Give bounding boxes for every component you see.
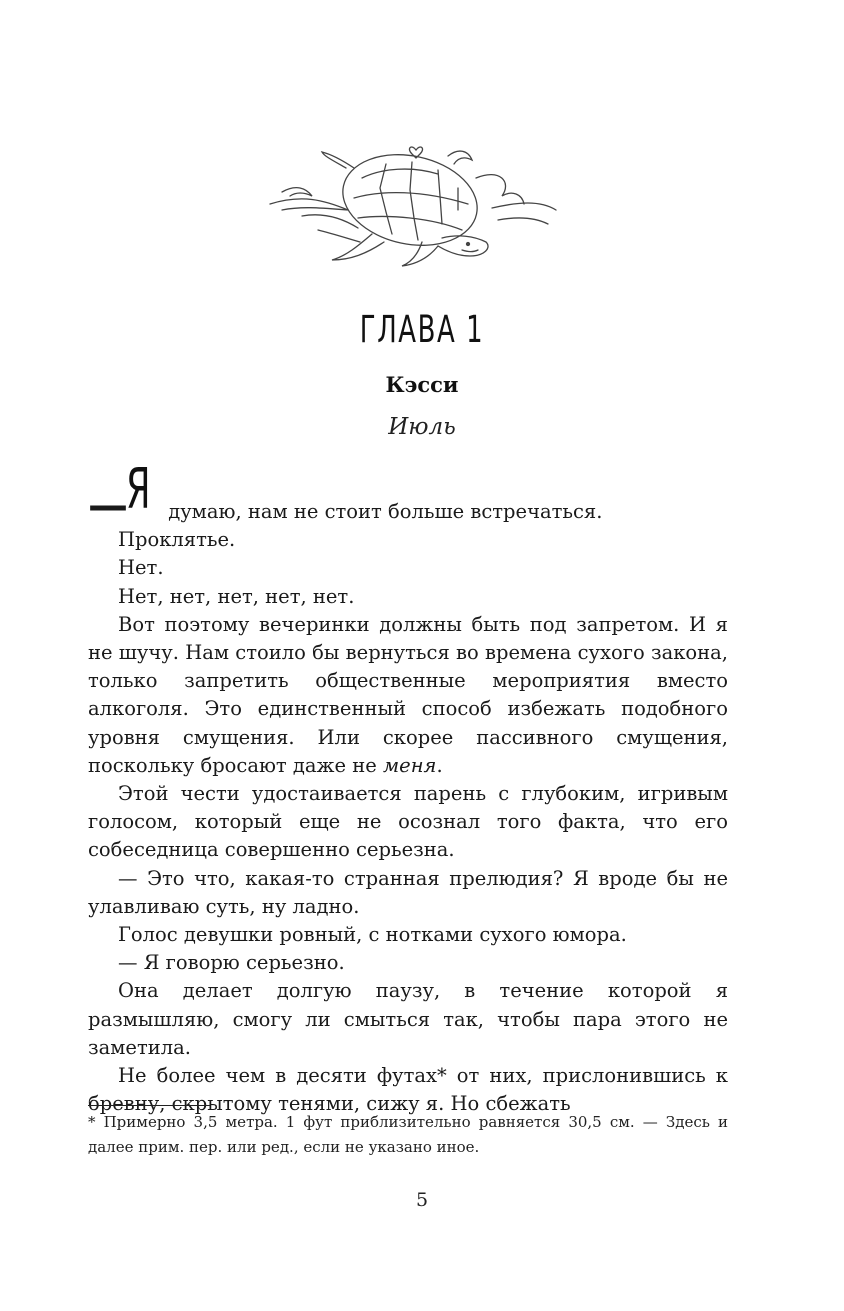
drop-letter: Я — [126, 457, 151, 522]
drop-dash: — — [88, 483, 128, 529]
drop-cap — [88, 457, 162, 529]
paragraph-5 — [88, 611, 728, 780]
paragraph-1-text: думаю, нам не стоит больше встречаться. — [162, 500, 603, 523]
paragraph-3: Нет. — [118, 556, 164, 580]
paragraph-10: Она делает долгую паузу, в течение которой я размышляю, смогу ли смыться так, чтобы пара этого не заметила. — [88, 979, 728, 1059]
chapter-title: ГЛАВА 1 — [359, 308, 485, 351]
paragraph-9: — Я говорю серьезно. — [118, 951, 345, 975]
paragraph-4: Нет, нет, нет, нет, нет. — [118, 584, 355, 608]
turtle-ornament-icon — [262, 138, 562, 273]
paragraph-1 — [88, 457, 728, 529]
body-text — [88, 457, 728, 1118]
emphasis-word: меня — [382, 753, 437, 777]
chapter-month: Июль — [388, 414, 456, 440]
footnote — [88, 1110, 728, 1160]
paragraph-2: Проклятье. — [118, 528, 236, 552]
paragraph-8: Голос девушки ровный, с нотками сухого юмора. — [118, 923, 627, 947]
emphasis-tail: . — [436, 753, 443, 777]
paragraph-11: Не более чем в десяти футах* от них, прислонившись к бревну, скрытому тенями, сижу я. Но сбежать — [88, 1064, 728, 1116]
paragraph-5-text: Вот поэтому вечеринки должны быть под запретом. И я не шучу. Нам стоило бы вернуться во времена сухого закона, только запретить общественные мероприятия вместо алкоголя. Это единственный способ избежать подобного уровня смущения. Или скорее пассивного смущения, поскольку бросают даже не — [88, 612, 728, 777]
narrator-name: Кэсси — [385, 372, 459, 397]
page-number: 5 — [415, 1189, 429, 1211]
paragraph-6: Этой чести удостаивается парень с глубоким, игривым голосом, который еще не осознал того факта, что его собеседница совершенно серьезна. — [88, 782, 728, 862]
paragraph-7: — Это что, какая-то странная прелюдия? Я вроде бы не улавливаю суть, ну ладно. — [88, 866, 728, 918]
footnote-text: * Примерно 3,5 метра. 1 фут приблизительно равняется 30,5 см. — Здесь и далее прим. пер. или ред., если не указано иное. — [88, 1113, 728, 1156]
footnote-rule — [88, 1105, 210, 1106]
